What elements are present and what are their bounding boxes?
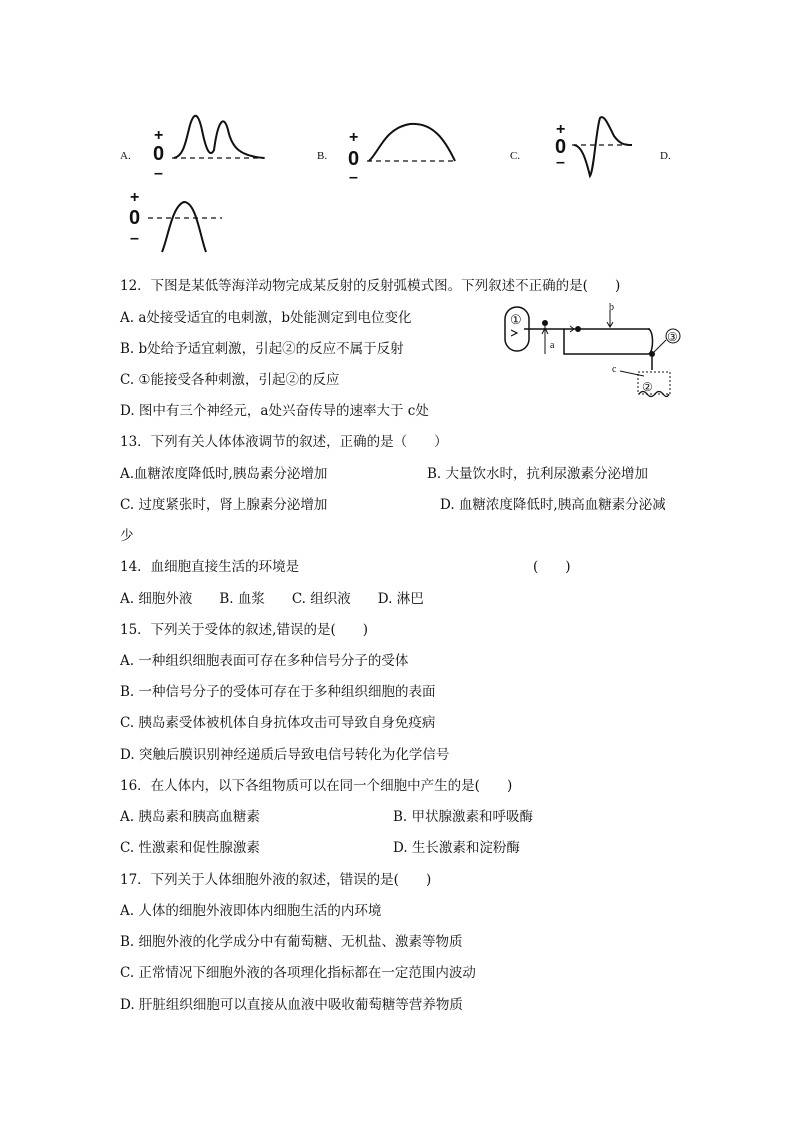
- label-b: b: [609, 302, 614, 313]
- reflex-arc-diagram: [500, 302, 690, 402]
- biphasic-curve: [574, 117, 632, 176]
- receptor-arrow-icon: [511, 330, 517, 336]
- q12-option-b[interactable]: B. b处给予适宜刺激，引起②的反应不属于反射: [120, 341, 404, 357]
- q13-option-d-continued: 少: [120, 528, 134, 544]
- q15-option-d[interactable]: D. 突触后膜识别神经递质后导致电信号转化为化学信号: [120, 747, 450, 763]
- q17-option-c[interactable]: C. 正常情况下细胞外液的各项理化指标都在一定范围内波动: [120, 965, 476, 981]
- q12-option-d[interactable]: D. 图中有三个神经元，a处兴奋传导的速率大于 c处: [120, 403, 429, 419]
- q16-option-d[interactable]: D. 生长激素和淀粉酶: [393, 840, 520, 856]
- q16-stem: 16．在人体内，以下各组物质可以在同一个细胞中产生的是( ): [120, 778, 513, 794]
- q17-stem: 17．下列关于人体细胞外液的叙述，错误的是( ): [120, 872, 432, 888]
- axis-zero: 0: [129, 207, 141, 229]
- double-peak-curve: [174, 116, 264, 158]
- interneuron-fiber: [564, 329, 648, 354]
- leader-line-c: [620, 371, 644, 376]
- label-three: ③: [667, 330, 678, 344]
- label-two: ②: [642, 380, 653, 394]
- q11-option-c-letter[interactable]: C.: [510, 150, 521, 162]
- plateau-curve: [369, 124, 455, 161]
- axis-plus-sign: +: [556, 121, 566, 138]
- q14-answer-paren: ( ): [533, 559, 571, 575]
- q16-option-b[interactable]: B. 甲状腺激素和呼吸酶: [393, 809, 534, 825]
- q13-option-d[interactable]: D. 血糖浓度降低时,胰高血糖素分泌减: [440, 497, 666, 513]
- q11-graph-b[interactable]: [345, 110, 465, 186]
- q15-option-a[interactable]: A. 一种组织细胞表面可存在多种信号分子的受体: [120, 653, 409, 669]
- axis-plus-sign: +: [130, 189, 140, 206]
- q16-option-c[interactable]: C. 性激素和促性腺激素: [120, 840, 260, 856]
- q12-option-c[interactable]: C. ①能接受各种刺激，引起②的反应: [120, 372, 340, 388]
- q16-option-a[interactable]: A. 胰岛素和胰高血糖素: [120, 809, 260, 825]
- label-a: a: [550, 340, 555, 351]
- axis-zero: 0: [153, 143, 165, 165]
- q11-graph-c[interactable]: [552, 110, 642, 185]
- axis-plus-sign: +: [154, 127, 164, 144]
- q13-option-c[interactable]: C. 过度紧张时，肾上腺素分泌增加: [120, 497, 328, 513]
- q11-graph-a[interactable]: [150, 110, 270, 180]
- axis-minus-sign: –: [130, 230, 139, 247]
- label-one: ①: [510, 313, 522, 328]
- q11-option-b-letter[interactable]: B.: [317, 150, 328, 162]
- label-c: c: [612, 364, 617, 375]
- q17-option-d[interactable]: D. 肝脏组织细胞可以直接从血液中吸收葡萄糖等营养物质: [120, 997, 463, 1013]
- axis-minus-sign: –: [154, 165, 163, 182]
- arch-curve: [162, 202, 206, 252]
- axis-zero: 0: [555, 136, 567, 158]
- axis-minus-sign: –: [349, 169, 358, 186]
- q15-option-c[interactable]: C. 胰岛素受体被机体自身抗体攻击可导致自身免疫病: [120, 715, 436, 731]
- q14-stem: 14．血细胞直接生活的环境是: [120, 559, 300, 575]
- q12-stem: 12．下图是某低等海洋动物完成某反射的反射弧模式图。下列叙述不正确的是( ): [120, 278, 621, 294]
- axis-plus-sign: +: [349, 129, 359, 146]
- axis-minus-sign: –: [556, 154, 565, 171]
- q11-graph-d[interactable]: [128, 188, 228, 256]
- q17-option-b[interactable]: B. 细胞外液的化学成分中有葡萄糖、无机盐、激素等物质: [120, 934, 463, 950]
- q12-option-a[interactable]: A. a处接受适宜的电刺激，b处能测定到电位变化: [120, 310, 412, 326]
- q13-option-b[interactable]: B. 大量饮水时，抗利尿激素分泌增加: [427, 466, 649, 482]
- q15-stem: 15．下列关于受体的叙述,错误的是( ): [120, 622, 369, 638]
- q14-options[interactable]: A. 细胞外液 B. 血浆 C. 组织液 D. 淋巴: [120, 591, 424, 607]
- q11-option-a-letter[interactable]: A.: [120, 150, 131, 162]
- axis-zero: 0: [348, 148, 360, 170]
- q13-option-a[interactable]: A.血糖浓度降低时,胰岛素分泌增加: [120, 466, 328, 482]
- q11-option-d-letter[interactable]: D.: [660, 150, 671, 162]
- synapse-dot-2: [575, 326, 581, 332]
- q15-option-b[interactable]: B. 一种信号分子的受体可存在于多种组织细胞的表面: [120, 684, 436, 700]
- fiber-curve: [648, 329, 653, 354]
- q13-stem: 13．下列有关人体体液调节的叙述，正确的是（ ）: [120, 434, 448, 450]
- q17-option-a[interactable]: A. 人体的细胞外液即体内细胞生活的内环境: [120, 903, 382, 919]
- leader-line-3: [654, 340, 666, 352]
